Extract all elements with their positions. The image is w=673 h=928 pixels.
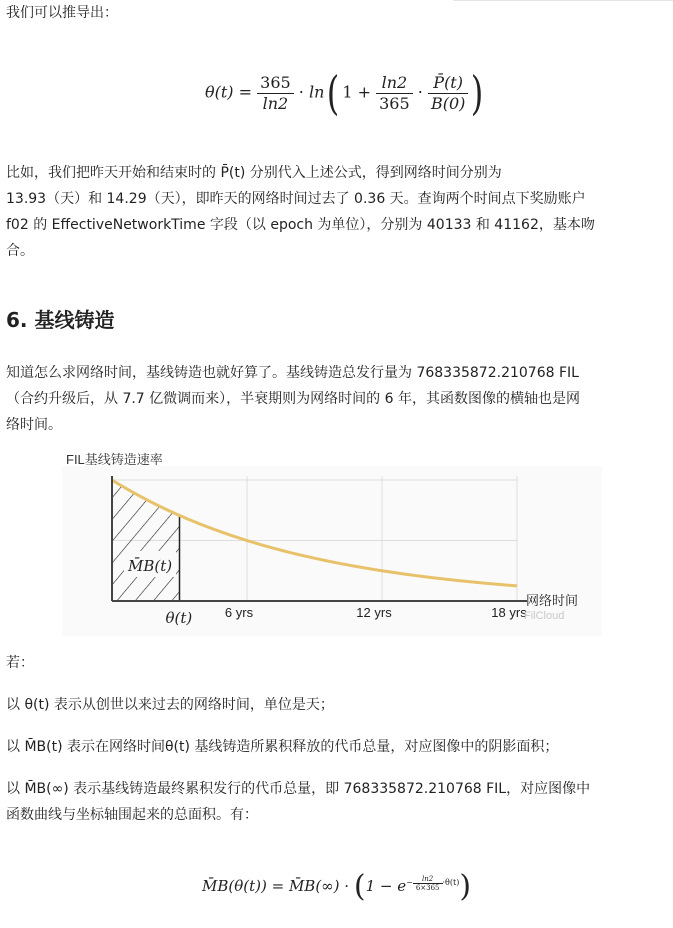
one-plus: 1 +	[342, 82, 372, 102]
paragraph-line: 络时间。	[6, 417, 62, 433]
baseline-minting-chart	[62, 448, 602, 638]
exponent-numerator: ln2	[413, 875, 443, 884]
paragraph-line: 13.93（天）和 14.29（天），即昨天的网络时间过去了 0.36 天。查询两个时间点下奖励账户	[6, 191, 586, 207]
fraction-numerator: ln2	[376, 73, 413, 94]
fraction-365-ln2	[257, 73, 294, 114]
paragraph-line: 合。	[6, 243, 34, 259]
dot-operator: ·	[417, 82, 423, 102]
exponent-denominator: 6×365	[415, 883, 440, 892]
fraction-denominator: ln2	[262, 93, 289, 113]
fraction-denominator: 365	[379, 93, 410, 113]
left-paren: (	[327, 66, 340, 120]
definition-theta: 以 θ(t) 表示从创世以来过去的网络时间，单位是天；	[6, 697, 334, 713]
fraction-numerator: 365	[257, 73, 294, 94]
formula-theta	[205, 66, 486, 120]
fraction-p-b	[428, 73, 468, 114]
paragraph-line: （合约升级后，从 7.7 亿微调而来），半衰期则为网络时间的 6 年，其函数图像的横轴也是网	[6, 391, 580, 407]
x-tick-label: 18 yrs	[491, 605, 527, 620]
paragraph-baseline	[6, 360, 656, 438]
paragraph-line: 比如，我们把昨天开始和结束时的 P̄(t) 分别代入上述公式，得到网络时间分别为	[6, 165, 502, 181]
left-paren: (	[353, 869, 366, 904]
paragraph-line: f02 的 EffectiveNetworkTime 字段（以 epoch 为单位），分别为 40133 和 41162，基本吻	[6, 217, 595, 233]
dot-operator: ·	[298, 82, 304, 102]
right-paren: )	[471, 66, 484, 120]
fraction-denominator: B(0)	[430, 93, 466, 113]
paragraph-network-time	[6, 160, 656, 264]
paragraph-line: 知道怎么求网络时间，基线铸造也就好算了。基线铸造总发行量为 768335872.210768 FIL	[6, 365, 579, 381]
right-paren: )	[459, 869, 472, 904]
theta-label: θ(t)	[165, 609, 193, 627]
paragraph-line: 函数曲线与坐标轴围起来的总面积。有：	[6, 807, 258, 823]
chart-title: FIL基线铸造速率	[66, 452, 163, 467]
x-tick-label: 12 yrs	[356, 605, 392, 620]
watermark: FilCloud	[524, 610, 565, 622]
paragraph-line: 以 M̄B(∞) 表示基线铸造最终累积发行的代币总量，即 768335872.210768 FIL，对应图像中	[6, 781, 591, 797]
intro-text: 我们可以推导出：	[6, 5, 118, 21]
x-tick-label: 6 yrs	[224, 605, 254, 620]
definition-mb-t: 以 M̄B(t) 表示在网络时间θ(t) 基线铸造所累积释放的代币总量，对应图像中的阴影面积；	[6, 739, 559, 755]
definition-mb-inf	[6, 776, 656, 828]
exponent: − ln2 6×365 ·θ(t)	[406, 874, 460, 892]
exponent-tail: ·θ(t)	[442, 878, 460, 887]
formula-inner: 1 − e	[365, 877, 407, 895]
x-axis-label: 网络时间	[526, 593, 579, 608]
fraction-ln2-365	[376, 73, 413, 114]
formula-mb	[202, 869, 472, 904]
formula-lhs: M̄B(θ(t)) = M̄B(∞) ·	[202, 877, 350, 895]
ruo-text: 若：	[6, 655, 34, 671]
formula-lhs: θ(t) =	[205, 82, 253, 102]
fraction-numerator: P̄(t)	[428, 73, 468, 94]
shaded-area-label: M̄B(t)	[128, 557, 173, 575]
ln-function: ln	[308, 82, 325, 102]
section-heading: 6. 基线铸造	[6, 308, 115, 332]
